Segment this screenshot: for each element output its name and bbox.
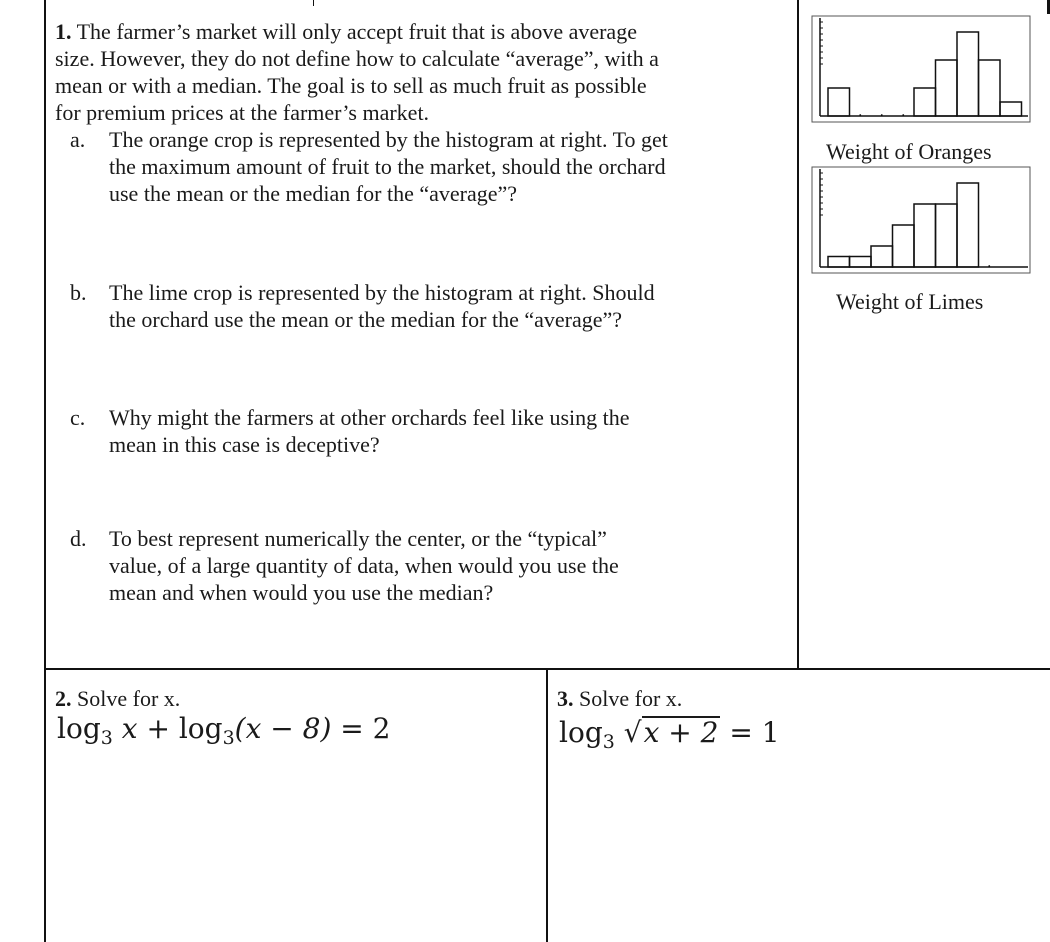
eq2-log-1: log — [57, 712, 101, 745]
oranges-bar-9 — [1000, 102, 1022, 116]
top-tick — [313, 0, 314, 6]
part-b-letter: b. — [70, 280, 87, 305]
problem1-line-1 — [55, 19, 637, 44]
part-d-line-3: mean and when would you use the median? — [109, 580, 494, 605]
eq2-rhs: = 2 — [331, 712, 391, 745]
part-b-line-1: The lime crop is represented by the histogram at right. Should — [109, 280, 655, 305]
part-d-letter: d. — [70, 526, 87, 551]
oranges-bar-7 — [957, 32, 979, 116]
problem1-line-3: mean or with a median. The goal is to sell as much fruit as possible — [55, 73, 647, 98]
limes-bar-4 — [893, 225, 915, 267]
limes-bar-3 — [871, 246, 893, 267]
part-c-letter: c. — [70, 405, 86, 430]
oranges-empty-bin-2 — [859, 114, 861, 116]
eq2-log-2: log — [178, 712, 223, 745]
square-root — [624, 716, 721, 750]
eq2-x: x — [121, 712, 138, 745]
part-d-line-2: value, of a large quantity of data, when would you use the — [109, 553, 619, 578]
problem1-line-4: for premium prices at the farmer’s market. — [55, 100, 430, 125]
part-c-line-2: mean in this case is deceptive? — [109, 432, 380, 457]
eq3-rhs: = 1 — [720, 716, 780, 749]
oranges-bar-5 — [914, 88, 936, 116]
limes-bar-5 — [914, 204, 936, 267]
part-c-line-1: Why might the farmers at other orchards feel like using the — [109, 405, 630, 430]
oranges-empty-bin-3 — [881, 114, 883, 116]
problem2-equation — [57, 712, 391, 749]
eq3-base: 3 — [602, 731, 615, 753]
part-a-line-2: the maximum amount of fruit to the market, should the orchard — [109, 154, 666, 179]
oranges-bar-6 — [936, 60, 958, 116]
oranges-chart-title: Weight of Oranges — [826, 139, 992, 164]
problem2-number: 2. — [55, 686, 72, 711]
eq2-base-2: 3 — [222, 727, 235, 749]
problem2-prompt-line — [55, 686, 180, 711]
radical-sign-icon: √ — [623, 716, 642, 749]
oranges-frame — [812, 16, 1030, 122]
oranges-histogram — [810, 14, 1032, 124]
oranges-empty-bin-4 — [902, 114, 904, 116]
problem1-number: 1. — [55, 19, 72, 44]
eq3-radicand: x + 2 — [643, 716, 719, 749]
limes-empty-bin-8 — [988, 265, 990, 267]
limes-bar-6 — [936, 204, 958, 267]
problem1-intro-text: The farmer’s market will only accept fruit that is above average — [76, 19, 637, 44]
part-a-letter: a. — [70, 127, 86, 152]
problem3-number: 3. — [557, 686, 574, 711]
problem1-line-2: size. However, they do not define how to calculate “average”, with a — [55, 46, 659, 71]
oranges-bar-1 — [828, 88, 850, 116]
limes-bar-2 — [850, 257, 872, 268]
eq2-arg: (x − 8) — [234, 712, 332, 745]
problem3-prompt: Solve for x. — [579, 686, 683, 711]
table-border-left — [44, 0, 46, 942]
problem3-equation — [559, 716, 780, 753]
part-d-line-1: To best represent numerically the center, or the “typical” — [109, 526, 607, 551]
limes-bar-7 — [957, 183, 979, 267]
eq2-plus: + — [137, 712, 179, 745]
problem3-prompt-line — [557, 686, 682, 711]
limes-bar-1 — [828, 257, 850, 268]
part-a-line-3: use the mean or the median for the “average”? — [109, 181, 518, 206]
eq2-base-1: 3 — [100, 727, 113, 749]
table-border-lower-middle — [546, 669, 548, 942]
limes-chart-title: Weight of Limes — [836, 289, 984, 314]
eq3-log: log — [559, 716, 603, 749]
limes-histogram — [810, 165, 1032, 275]
part-b-line-2: the orchard use the mean or the median for the “average”? — [109, 307, 623, 332]
part-a-line-1: The orange crop is represented by the histogram at right. To get — [109, 127, 668, 152]
table-border-middle — [797, 0, 799, 669]
oranges-bar-8 — [979, 60, 1001, 116]
problem2-prompt: Solve for x. — [77, 686, 181, 711]
